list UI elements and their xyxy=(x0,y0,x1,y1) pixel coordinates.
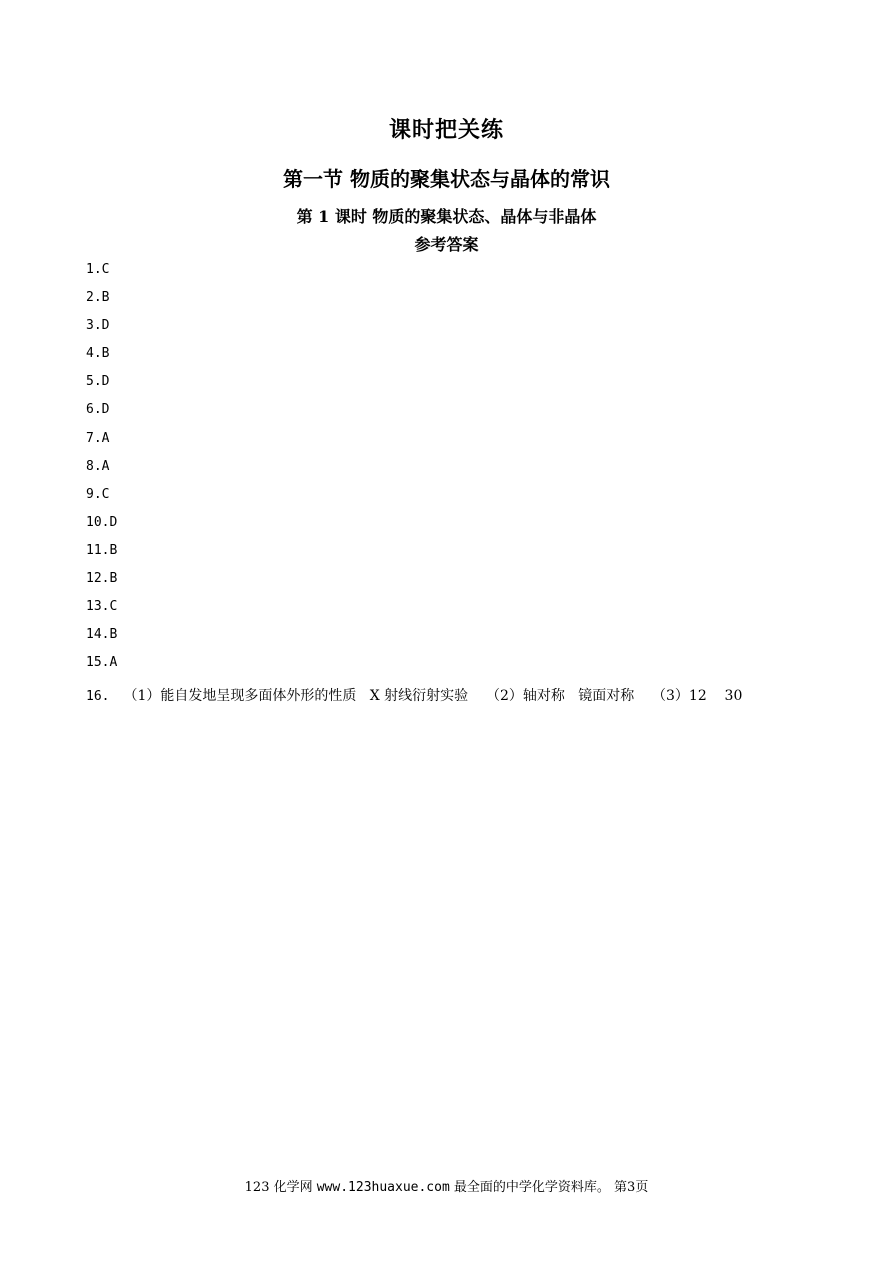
answer-item: 13.C xyxy=(86,599,118,615)
answer-item: 9.C xyxy=(86,486,110,502)
page-footer xyxy=(0,1176,893,1195)
footer-site: 123 化学网 xyxy=(244,1180,317,1195)
answer-item: 15.A xyxy=(86,655,118,671)
answer-heading: 参考答案 xyxy=(414,235,479,254)
answer-item: 1.C xyxy=(86,262,110,277)
answer-item: 10.D xyxy=(86,514,118,530)
answer-item: 5.D xyxy=(86,374,110,390)
answer-item: 7.A xyxy=(86,430,110,446)
answer-item: 14.B xyxy=(86,627,118,643)
answer-item: 12.B xyxy=(86,571,118,587)
answer-list xyxy=(86,259,117,680)
answer-item: 4.B xyxy=(86,346,110,362)
answer-item: 11.B xyxy=(86,542,118,558)
footer-url: www.123huaxue.com xyxy=(316,1180,450,1195)
answer-item-16 xyxy=(86,685,742,708)
answer-item: 8.A xyxy=(86,458,110,474)
lesson-title: 第 1 课时 物质的聚集状态、晶体与非晶体 xyxy=(296,207,597,226)
answer-item: 6.D xyxy=(86,402,110,418)
answer-16-number: 16. xyxy=(86,689,110,704)
section-title: 第一节 物质的聚集状态与晶体的常识 xyxy=(283,167,610,191)
answer-16-text: （1）能自发地呈现多面体外形的性质 X 射线衍射实验 （2）轴对称 镜面对称 （3）12 30 xyxy=(123,688,743,704)
footer-tagline: 最全面的中学化学资料库。 第3页 xyxy=(449,1180,649,1195)
answer-item: 2.B xyxy=(86,290,110,306)
document-title: 课时把关练 xyxy=(388,117,504,143)
answer-item: 3.D xyxy=(86,318,110,334)
